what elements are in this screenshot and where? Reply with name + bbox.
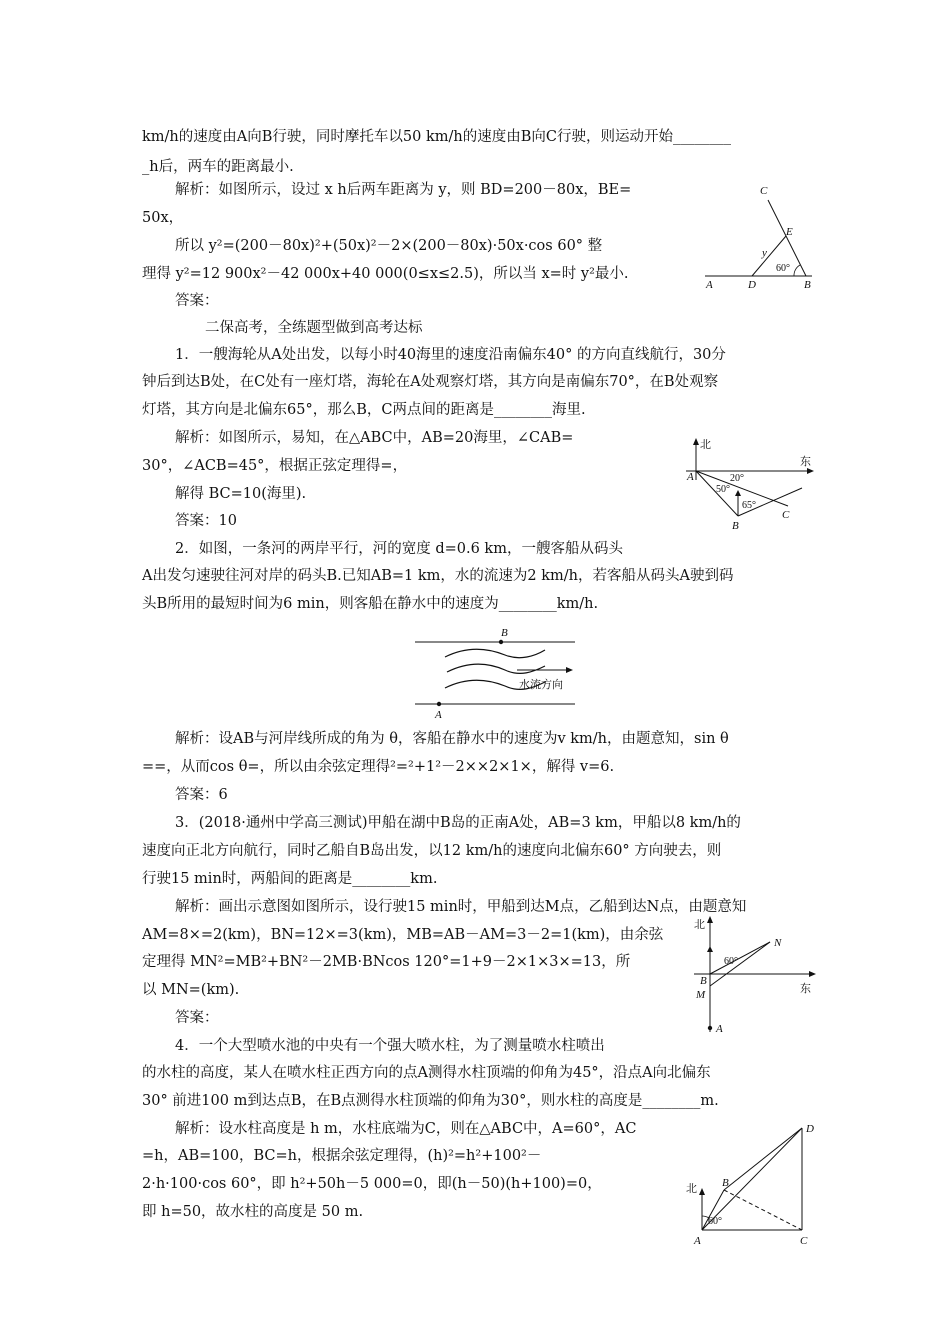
text-line: 解析：设水柱高度是 h m，水柱底端为C，则在△ABC中，A=60°，AC	[175, 1121, 637, 1137]
label-e: E	[786, 226, 793, 238]
label-b: B	[804, 279, 811, 290]
text-line: 3．(2018·通州中学高三测试)甲船在湖中B岛的正南A处，AB=3 km，甲船以8 km/h的	[175, 815, 741, 831]
text-line: 即 h=50，故水柱的高度是 50 m.	[142, 1204, 364, 1220]
text-line: 解析：画出示意图如图所示，设行驶15 min时，甲船到达M点，乙船到达N点，由题意知	[175, 899, 747, 915]
text-line: 钟后到达B处，在C处有一座灯塔，海轮在A处观察灯塔，其方向是南偏东70°，在B处观察	[142, 374, 719, 390]
text-line: 4．一个大型喷水池的中央有一个强大喷水柱，为了测量喷水柱喷出	[175, 1038, 605, 1054]
section-heading: 二保高考，全练题型做到高考达标	[205, 320, 423, 336]
figure-fountain	[684, 1118, 824, 1253]
label-c: C	[800, 1235, 808, 1247]
text-line: 的水柱的高度，某人在喷水柱正西方向的点A测得水柱顶端的仰角为45°，沿点A向北偏东	[142, 1065, 711, 1081]
label-c: C	[760, 185, 768, 197]
label-north: 北	[686, 1182, 697, 1195]
label-flow-direction: 水流方向	[519, 678, 563, 691]
text-line: 头B所用的最短时间为6 min，则客船在静水中的速度为________km/h.	[142, 596, 599, 612]
label-y: y	[762, 247, 767, 259]
label-d: D	[748, 279, 756, 290]
label-b: B	[700, 975, 707, 987]
text-line: AM=8×=2(km)，BN=12×=3(km)，MB=AB－AM=3－2=1(km)，由余弦	[142, 927, 664, 943]
text-line: 1．一艘海轮从A处出发，以每小时40海里的速度沿南偏东40° 的方向直线航行，30分	[175, 347, 726, 363]
label-a: A	[435, 709, 442, 721]
text-line: 答案：	[175, 1010, 219, 1026]
label-angle-50: 50°	[716, 484, 730, 495]
text-line: 答案：6	[175, 787, 228, 803]
figure-lake-ships	[690, 912, 820, 1042]
label-a: A	[687, 471, 694, 483]
text-line: 2·h·100·cos 60°，即 h²+50h－5 000=0，即(h－50)(h+100)=0，	[142, 1176, 602, 1192]
label-a: A	[694, 1235, 701, 1247]
label-angle-20: 20°	[730, 473, 744, 484]
text-line: 答案：	[175, 293, 219, 309]
text-line: 以 MN=(km).	[142, 982, 240, 998]
text-line: 解得 BC=10(海里).	[175, 486, 307, 502]
text-line: _h后，两车的距离最小.	[142, 159, 294, 175]
label-a: A	[716, 1023, 723, 1035]
label-c: C	[782, 509, 790, 521]
label-b: B	[501, 627, 508, 639]
text-line: 解析：设AB与河岸线所成的角为 θ，客船在静水中的速度为v km/h，由题意知，sin θ	[175, 731, 729, 747]
label-m: M	[696, 989, 706, 1001]
text-line: 行驶15 min时，两船间的距离是________km.	[142, 871, 438, 887]
label-north: 北	[694, 918, 705, 931]
label-a: A	[706, 279, 713, 290]
label-d: D	[806, 1123, 814, 1135]
label-angle-60: 60°	[724, 956, 738, 967]
text-line: 答案：10	[175, 513, 237, 529]
text-line: 30° 前进100 m到达点B，在B点测得水柱顶端的仰角为30°，则水柱的高度是________m.	[142, 1093, 719, 1109]
text-line: 定理得 MN²=MB²+BN²－2MB·BNcos 120°=1+9－2×1×3×=13，所	[142, 954, 631, 970]
label-angle-60: 60°	[776, 263, 790, 274]
label-east: 东	[800, 982, 811, 995]
label-b: B	[732, 520, 739, 532]
text-line: 理得 y²=12 900x²－42 000x+40 000(0≤x≤2.5)，所以当 x=时 y²最小.	[142, 266, 629, 282]
label-b: B	[722, 1177, 729, 1189]
text-line: km/h的速度由A向B行驶，同时摩托车以50 km/h的速度由B向C行驶，则运动开始________	[142, 129, 731, 145]
text-line: A出发匀速驶往河对岸的码头B.已知AB=1 km，水的流速为2 km/h，若客船从码头A驶到码	[142, 568, 734, 584]
text-line: 解析：如图所示，设过 x h后两车距离为 y，则 BD=200－80x，BE=	[175, 182, 632, 198]
label-angle-60: 60°	[708, 1216, 722, 1227]
text-line: 灯塔，其方向是北偏东65°，那么B，C两点间的距离是________海里.	[142, 402, 586, 418]
text-line: 所以 y²=(200－80x)²+(50x)²－2×(200－80x)·50x·cos 60° 整	[175, 238, 603, 254]
label-angle-65: 65°	[742, 500, 756, 511]
figure-triangle-distance	[700, 180, 820, 290]
label-n: N	[774, 937, 782, 949]
text-line: 速度向正北方向航行，同时乙船自B岛出发，以12 km/h的速度向北偏东60° 方向驶去，则	[142, 843, 722, 859]
figure-river	[405, 622, 590, 722]
text-line: 解析：如图所示，易知，在△ABC中，AB=20海里，∠CAB=	[175, 430, 574, 446]
label-east: 东	[800, 455, 811, 468]
text-line: =h，AB=100，BC=h，根据余弦定理得，(h)²=h²+100²－	[142, 1148, 542, 1164]
text-line: 2．如图，一条河的两岸平行，河的宽度 d=0.6 km，一艘客船从码头	[175, 541, 623, 557]
figure-navigation-abc	[682, 436, 822, 536]
text-line: ==，从而cos θ=，所以由余弦定理得²=²+1²－2××2×1×，解得 v=6.	[142, 759, 615, 775]
text-line: 30°，∠ACB=45°，根据正弦定理得=，	[142, 458, 408, 474]
text-line: 50x，	[142, 210, 184, 226]
label-north: 北	[700, 438, 711, 451]
